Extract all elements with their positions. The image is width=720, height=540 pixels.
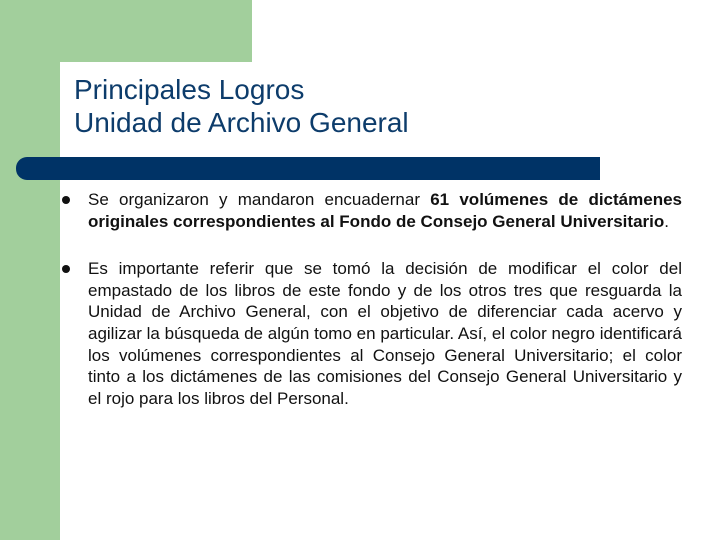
green-left-stripe: [0, 0, 60, 540]
bullet-text-end: .: [664, 211, 669, 231]
bullet-text: Es importante referir que se tomó la decisión de modificar el color del empastado de los libros de este fondo y de los otros tres que resguarda la Unidad de Archivo General, con el objetivo de diferenciar cada acervo y agilizar la búsqueda de algún tomo en particular. Así, el color negro identificará los volúmenes correspondientes al Consejo General Universitario; el color tinto a los dictámenes de las comisiones del Consejo General Universitario y el rojo para los libros del Personal.: [88, 259, 682, 408]
slide-title: [74, 73, 409, 139]
title-underline-bar: [16, 157, 600, 180]
slide-title-line-2: Unidad de Archivo General: [74, 107, 409, 138]
bullet-dot-icon: [62, 265, 70, 273]
bullet-text-start: Se organizaron y mandaron encuadernar: [88, 190, 431, 209]
bullet-text: [88, 189, 700, 232]
bullet-dot-icon: [62, 196, 70, 204]
bullet-item: [60, 189, 700, 232]
slide-title-line-1: Principales Logros: [74, 74, 305, 105]
bullet-text-bold: 61 volúmenes de dictámenes originales correspondientes al Fondo de Consejo General Universitario: [88, 190, 682, 231]
bullet-list: [60, 189, 700, 435]
bullet-item: [60, 258, 700, 409]
